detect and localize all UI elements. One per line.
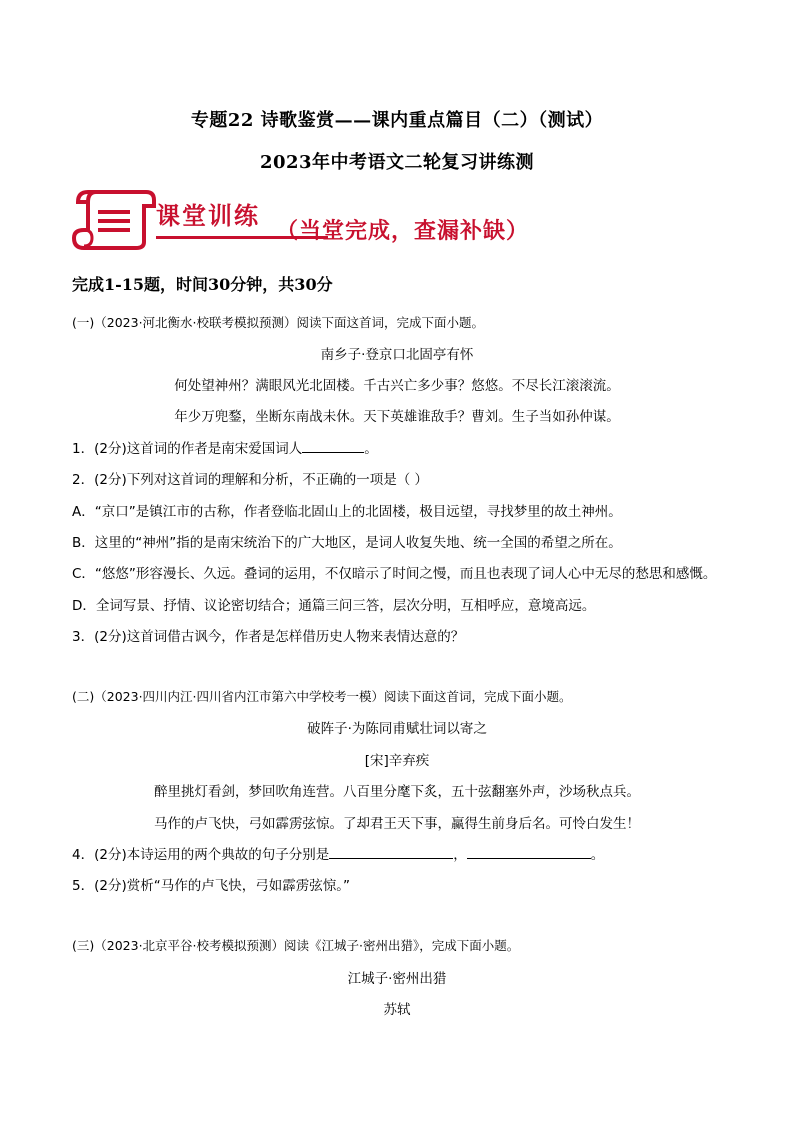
answer-blank[interactable] bbox=[302, 438, 364, 453]
question-1-end: 。 bbox=[364, 441, 378, 457]
section2-heading: (二)（2023·四川内江·四川省内江市第六中学校考一模）阅读下面这首词，完成下面小题。 bbox=[72, 689, 572, 704]
section1-heading: (一)（2023·河北衡水·校联考模拟预测）阅读下面这首词，完成下面小题。 bbox=[72, 315, 485, 330]
question-1-text: 1．(2分)这首词的作者是南宋爱国词人 bbox=[72, 441, 303, 457]
question-5: 5．(2分)赏析“马作的卢飞快，弓如霹雳弦惊。” bbox=[72, 878, 350, 894]
section1-poem-line: 何处望神州？满眼风光北固楼。千古兴亡多少事？悠悠。不尽长江滚滚流。 bbox=[174, 378, 620, 394]
question-4-text: 4．(2分)本诗运用的两个典故的句子分别是 bbox=[72, 847, 330, 863]
document-title: 专题22 诗歌鉴赏——课内重点篇目（二）（测试） bbox=[190, 110, 604, 131]
banner-note: （当堂完成，查漏补缺） bbox=[276, 219, 530, 244]
option-c: C．“悠悠”形容漫长、久远。叠词的运用，不仅暗示了时间之慢，而且也表现了词人心中无尽的愁思和感慨。 bbox=[72, 566, 717, 582]
section1-poem-line: 年少万兜鍪，坐断东南战未休。天下英雄谁敌手？曹刘。生子当如孙仲谋。 bbox=[174, 409, 620, 425]
banner-label: 课堂训练 bbox=[156, 202, 260, 230]
question-4 bbox=[72, 843, 604, 863]
answer-blank[interactable] bbox=[329, 844, 453, 859]
option-d: D．全词写景、抒情、议论密切结合；通篇三问三答，层次分明，互相呼应，意境高远。 bbox=[72, 598, 596, 614]
section3-poem-author: 苏轼 bbox=[383, 1002, 411, 1018]
question-4-sep: ， bbox=[453, 847, 467, 863]
question-3: 3．(2分)这首词借古讽今，作者是怎样借历史人物来表情达意的？ bbox=[72, 629, 465, 645]
section2-poem-author: [宋]辛弃疾 bbox=[364, 753, 430, 769]
section2-poem-line: 马作的卢飞快，弓如霹雳弦惊。了却君王天下事，赢得生前身后名。可怜白发生！ bbox=[154, 816, 640, 832]
section2-poem-line: 醉里挑灯看剑，梦回吹角连营。八百里分麾下炙，五十弦翻塞外声，沙场秋点兵。 bbox=[154, 784, 640, 800]
class-practice-banner bbox=[70, 188, 610, 258]
option-a: A．“京口”是镇江市的古称，作者登临北固山上的北固楼，极目远望，寻找梦里的故土神州。 bbox=[72, 504, 622, 520]
section3-heading: (三)（2023·北京平谷·校考模拟预测）阅读《江城子·密州出猎》，完成下面小题。 bbox=[72, 938, 520, 953]
question-1 bbox=[72, 437, 378, 457]
answer-blank[interactable] bbox=[467, 844, 591, 859]
section1-poem-title: 南乡子·登京口北固亭有怀 bbox=[320, 347, 474, 363]
section2-poem-title: 破阵子·为陈同甫赋壮词以寄之 bbox=[307, 721, 487, 737]
question-4-end: 。 bbox=[590, 847, 605, 863]
scroll-icon bbox=[70, 188, 156, 250]
question-2: 2．(2分)下列对这首词的理解和分析，不正确的一项是（ ） bbox=[72, 472, 429, 488]
option-b: B．这里的“神州”指的是南宋统治下的广大地区，是词人收复失地、统一全国的希望之所在。 bbox=[72, 535, 622, 551]
document-subtitle: 2023年中考语文二轮复习讲练测 bbox=[259, 152, 535, 173]
section3-poem-title: 江城子·密州出猎 bbox=[347, 971, 447, 987]
intro-line: 完成1-15题，时间30分钟，共30分 bbox=[72, 275, 333, 294]
